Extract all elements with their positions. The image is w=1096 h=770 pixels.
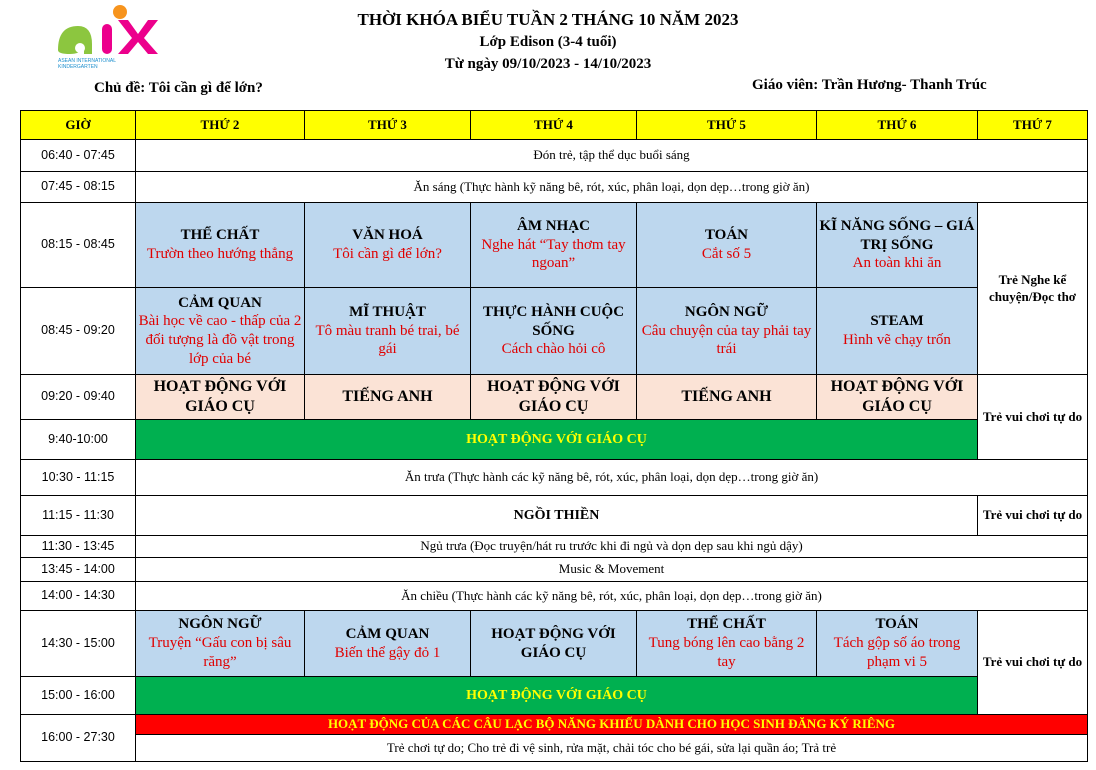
header-row xyxy=(21,111,1088,140)
subject-label: STEAM xyxy=(870,313,924,330)
saturday-cell: Trẻ vui chơi tự do xyxy=(978,611,1088,715)
col-time: GIỜ xyxy=(21,111,136,140)
col-thu: THỨ 5 xyxy=(637,111,817,140)
time-cell: 13:45 - 14:00 xyxy=(21,558,136,582)
table-row xyxy=(21,735,1088,762)
time-cell: 14:30 - 15:00 xyxy=(21,611,136,677)
time-cell: 07:45 - 08:15 xyxy=(21,172,136,203)
table-row xyxy=(21,536,1088,558)
timetable xyxy=(20,110,1088,762)
time-cell: 11:30 - 13:45 xyxy=(21,536,136,558)
activity-cell: Music & Movement xyxy=(136,558,1088,582)
lesson-cell xyxy=(471,288,637,375)
table-row xyxy=(21,715,1088,735)
subject-label: MĨ THUẬT xyxy=(349,303,426,320)
english-cell: TIẾNG ANH xyxy=(637,375,817,420)
subject-label: TOÁN xyxy=(875,616,919,633)
activity-cell: HOẠT ĐỘNG VỚI GIÁO CỤ xyxy=(471,375,637,420)
lesson-detail: Truyện “Gấu con bị sâu răng” xyxy=(148,635,292,670)
time-cell: 15:00 - 16:00 xyxy=(21,677,136,715)
lesson-cell xyxy=(471,203,637,288)
activity-banner: HOẠT ĐỘNG VỚI GIÁO CỤ xyxy=(136,677,978,715)
table-row xyxy=(21,611,1088,677)
activity-banner: HOẠT ĐỘNG VỚI GIÁO CỤ xyxy=(136,420,978,460)
col-fri: THỨ 6 xyxy=(817,111,978,140)
lesson-detail: Tôi cần gì để lớn? xyxy=(333,246,442,262)
saturday-cell: Trẻ vui chơi tự do xyxy=(978,496,1088,536)
table-row xyxy=(21,375,1088,420)
lesson-detail: Bài học về cao - thấp của 2 đối tượng là đồ vật trong lớp của bé xyxy=(138,313,302,367)
logo-subtext-2: KINDERGARTEN xyxy=(58,64,98,70)
lesson-detail: Nghe hát “Tay thơm tay ngoan” xyxy=(481,236,626,272)
page-title: THỜI KHÓA BIỂU TUẦN 2 THÁNG 10 NĂM 2023 xyxy=(357,10,739,29)
lesson-cell xyxy=(136,203,305,288)
lesson-cell xyxy=(136,288,305,375)
activity-cell: Trẻ chơi tự do; Cho trẻ đi vệ sinh, rửa mặt, chải tóc cho bé gái, sửa lại quần áo; Trả trẻ xyxy=(136,735,1088,762)
lesson-detail: Cắt số 5 xyxy=(701,246,752,262)
lesson-detail: An toàn khi ăn xyxy=(852,255,942,272)
time-cell: 16:00 - 27:30 xyxy=(21,715,136,762)
activity-cell: HOẠT ĐỘNG VỚI GIÁO CỤ xyxy=(136,375,305,420)
lesson-cell xyxy=(136,611,305,677)
table-row xyxy=(21,677,1088,715)
subject-label: THỂ CHẤT xyxy=(687,616,766,633)
time-cell: 9:40-10:00 xyxy=(21,420,136,460)
lesson-cell xyxy=(817,611,978,677)
time-cell: 08:45 - 09:20 xyxy=(21,288,136,375)
col-sat: THỨ 7 xyxy=(978,111,1088,140)
saturday-cell: Trẻ Nghe kể chuyện/Đọc thơ xyxy=(978,203,1088,375)
topic-label: Chủ đề: Tôi cần gì để lớn? xyxy=(94,80,263,96)
subject-label: TOÁN xyxy=(704,227,749,244)
lesson-cell xyxy=(305,203,471,288)
class-name: Lớp Edison (3-4 tuổi) xyxy=(479,34,617,50)
subject-label: CẢM QUAN xyxy=(345,625,430,642)
lesson-detail: Biến thể gậy đỏ 1 xyxy=(334,644,441,661)
table-row xyxy=(21,558,1088,582)
lesson-detail: Tung bóng lên cao bằng 2 tay xyxy=(648,635,805,670)
time-cell: 08:15 - 08:45 xyxy=(21,203,136,288)
activity-cell: Ăn trưa (Thực hành các kỹ năng bê, rót, xúc, phân loại, dọn dẹp…trong giờ ăn) xyxy=(136,460,1088,496)
date-range: Từ ngày 09/10/2023 - 14/10/2023 xyxy=(444,56,652,72)
activity-cell: HOẠT ĐỘNG VỚI GIÁO CỤ xyxy=(817,375,978,420)
time-cell: 06:40 - 07:45 xyxy=(21,140,136,172)
table-row xyxy=(21,172,1088,203)
activity-cell: Ăn sáng (Thực hành kỹ năng bê, rót, xúc, phân loại, dọn dẹp…trong giờ ăn) xyxy=(136,172,1088,203)
col-tue: THỨ 3 xyxy=(305,111,471,140)
subject-label: THỰC HÀNH CUỘC SỐNG xyxy=(482,303,625,339)
english-cell: TIẾNG ANH xyxy=(305,375,471,420)
lesson-cell xyxy=(305,288,471,375)
lesson-cell xyxy=(817,288,978,375)
subject-label: NGÔN NGỮ xyxy=(178,616,262,633)
teacher-label: Giáo viên: Trần Hương- Thanh Trúc xyxy=(752,77,987,93)
club-banner: HOẠT ĐỘNG CỦA CÁC CÂU LẠC BỘ NĂNG KHIẾU DÀNH CHO HỌC SINH ĐĂNG KÝ RIÊNG xyxy=(136,715,1088,735)
subject-label: THỂ CHẤT xyxy=(180,227,260,244)
table-row xyxy=(21,496,1088,536)
subject-label: CẢM QUAN xyxy=(178,294,262,311)
time-cell: 10:30 - 11:15 xyxy=(21,460,136,496)
subject-label: KĨ NĂNG SỐNG – GIÁ TRỊ SỐNG xyxy=(819,217,975,253)
table-row xyxy=(21,582,1088,611)
table-row xyxy=(21,140,1088,172)
lesson-cell xyxy=(305,611,471,677)
lesson-detail: Cách chào hỏi cô xyxy=(501,341,606,358)
lesson-cell xyxy=(817,203,978,288)
subject-label: NGÔN NGỮ xyxy=(684,303,769,320)
col-wed: THỨ 4 xyxy=(471,111,637,140)
saturday-cell: Trẻ vui chơi tự do xyxy=(978,375,1088,460)
meditation-cell: NGỒI THIỀN xyxy=(136,496,978,536)
activity-cell: Ngủ trưa (Đọc truyện/hát ru trước khi đi ngủ và dọn dẹp sau khi ngủ dậy) xyxy=(136,536,1088,558)
time-cell: 09:20 - 09:40 xyxy=(21,375,136,420)
lesson-cell xyxy=(637,203,817,288)
activity-cell: Đón trẻ, tập thể dục buổi sáng xyxy=(136,140,1088,172)
lesson-detail: Tách gộp số áo trong phạm vi 5 xyxy=(833,635,961,670)
table-row xyxy=(21,420,1088,460)
subject-label: ÂM NHẠC xyxy=(517,217,590,234)
subject-label: HOẠT ĐỘNG VỚI GIÁO CỤ xyxy=(491,625,616,661)
lesson-detail: Hình vẽ chạy trốn xyxy=(843,332,951,348)
time-cell: 14:00 - 14:30 xyxy=(21,582,136,611)
subject-label: VĂN HOÁ xyxy=(352,227,423,244)
table-row xyxy=(21,203,1088,288)
lesson-detail: Trườn theo hướng thẳng xyxy=(146,246,294,262)
col-mon: THỨ 2 xyxy=(136,111,305,140)
time-cell: 11:15 - 11:30 xyxy=(21,496,136,536)
table-row xyxy=(21,460,1088,496)
lesson-cell xyxy=(637,288,817,375)
lesson-cell xyxy=(637,611,817,677)
lesson-cell xyxy=(471,611,637,677)
lesson-detail: Câu chuyện của tay phải tay trái xyxy=(641,322,812,358)
table-row xyxy=(21,288,1088,375)
lesson-detail: Tô màu tranh bé trai, bé gái xyxy=(315,322,460,358)
activity-cell: Ăn chiều (Thực hành các kỹ năng bê, rót, xúc, phân loại, dọn dẹp…trong giờ ăn) xyxy=(136,582,1088,611)
logo-subtext-1: ASEAN INTERNATIONAL xyxy=(58,58,116,64)
